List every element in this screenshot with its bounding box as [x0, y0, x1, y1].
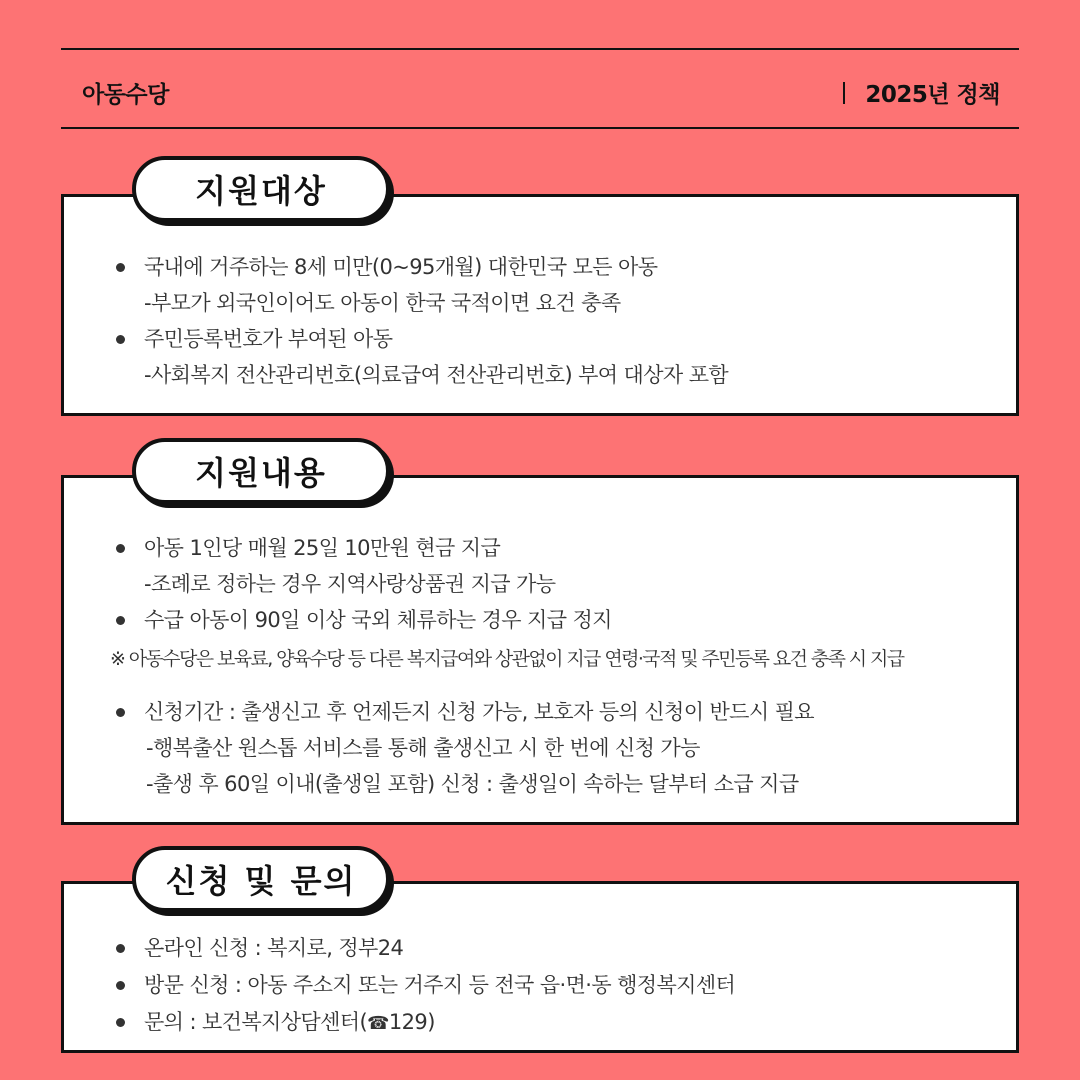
bullet-dot-icon [116, 1018, 125, 1027]
telephone-icon: ☎ [367, 1013, 389, 1034]
inquiry-online: 온라인 신청 : 복지로, 정부24 [144, 936, 404, 960]
target-item-1-sub: -부모가 외국인이어도 아동이 한국 국적이면 요건 충족 [144, 291, 621, 315]
header-year-label: 2025년 정책 [865, 82, 1000, 108]
content-item-1-sub: -조례로 정하는 경우 지역사랑상품권 지급 가능 [144, 572, 556, 596]
bullet-dot-icon [116, 944, 125, 953]
content-apply-period: 신청기간 : 출생신고 후 언제든지 신청 가능, 보호자 등의 신청이 반드시 필요 [144, 700, 814, 724]
bullet-dot-icon [116, 335, 125, 344]
bullet-dot-icon [116, 708, 125, 717]
content-apply-sub-2: -출생 후 60일 이내(출생일 포함) 신청 : 출생일이 속하는 달부터 소급 지급 [146, 772, 799, 796]
header-bottom-rule [61, 127, 1019, 129]
header-year [843, 76, 1000, 109]
inquiry-visit: 방문 신청 : 아동 주소지 또는 거주지 등 전국 읍·면·동 행정복지센터 [144, 973, 736, 997]
section-content-title: 지원내용 [132, 438, 390, 504]
inquiry-contact-prefix: 문의 : 보건복지상담센터( [144, 1010, 368, 1034]
section-target-title: 지원대상 [132, 156, 390, 222]
content-note: ※ 아동수당은 보육료, 양육수당 등 다른 복지급여와 상관없이 지급 연령·국적 및 주민등록 요건 충족 시 지급 [110, 648, 904, 670]
bullet-dot-icon [116, 981, 125, 990]
bullet-dot-icon [116, 263, 125, 272]
inquiry-contact-number: 129) [388, 1010, 435, 1034]
header-top-rule [61, 48, 1019, 50]
target-item-2-sub: -사회복지 전산관리번호(의료급여 전산관리번호) 부여 대상자 포함 [144, 363, 729, 387]
target-item-2: 주민등록번호가 부여된 아동 [144, 327, 393, 351]
content-item-2: 수급 아동이 90일 이상 국외 체류하는 경우 지급 정지 [144, 608, 612, 632]
target-item-1: 국내에 거주하는 8세 미만(0~95개월) 대한민국 모든 아동 [144, 255, 658, 279]
header-title: 아동수당 [82, 82, 169, 108]
content-apply-sub-1: -행복출산 원스톱 서비스를 통해 출생신고 시 한 번에 신청 가능 [146, 736, 700, 760]
section-target-card [61, 194, 1019, 416]
section-content-card [61, 475, 1019, 825]
header-separator [843, 82, 845, 104]
inquiry-contact [144, 1006, 435, 1036]
bullet-dot-icon [116, 544, 125, 553]
bullet-dot-icon [116, 616, 125, 625]
content-item-1: 아동 1인당 매월 25일 10만원 현금 지급 [144, 536, 501, 560]
section-inquiry-title: 신청 및 문의 [132, 846, 390, 912]
